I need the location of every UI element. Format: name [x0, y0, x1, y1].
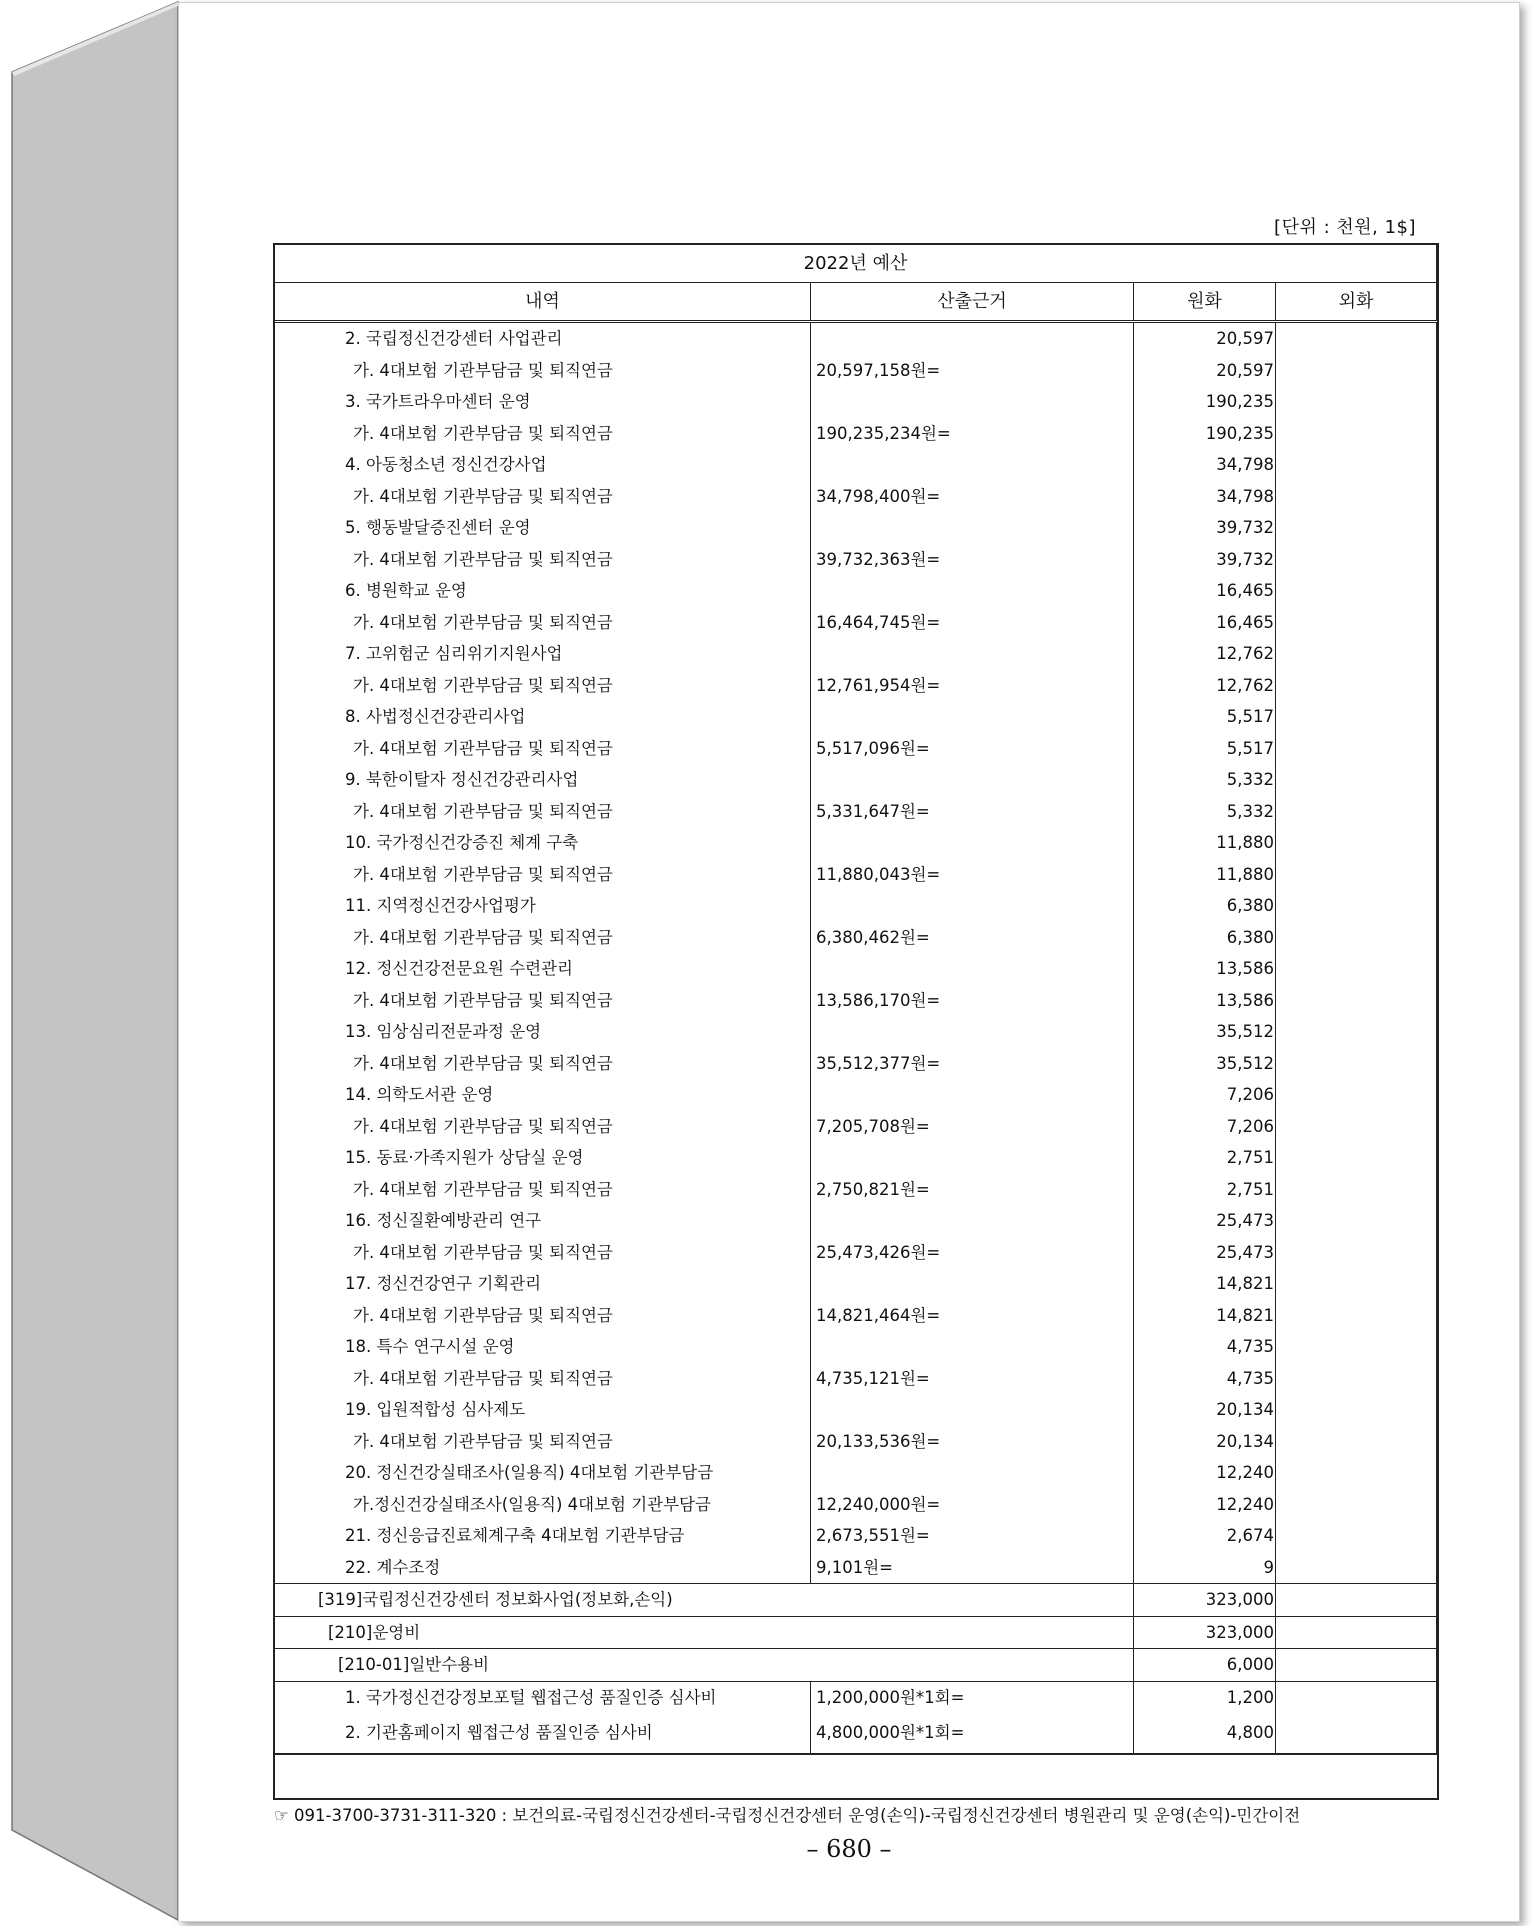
row-basis — [811, 1205, 1134, 1237]
row-label: 2. 국립정신건강센터 사업관리 — [275, 322, 811, 355]
row-basis: 6,380,462원= — [811, 922, 1134, 954]
row-foreign-amount — [1276, 449, 1437, 481]
table-item-row — [275, 386, 1437, 418]
row-krw-amount: 16,465 — [1134, 575, 1276, 607]
row-label: 가. 4대보험 기관부담금 및 퇴직연금 — [275, 607, 811, 639]
table-subitem-row — [275, 733, 1437, 765]
row-label: 8. 사법정신건강관리사업 — [275, 701, 811, 733]
row-foreign-amount — [1276, 1079, 1437, 1111]
table-subitem-row — [275, 607, 1437, 639]
row-basis: 4,735,121원= — [811, 1363, 1134, 1395]
table-subitem-row — [275, 481, 1437, 513]
row-label: 10. 국가정신건강증진 체계 구축 — [275, 827, 811, 859]
row-foreign-amount — [1276, 1300, 1437, 1332]
row-foreign-amount — [1276, 607, 1437, 639]
row-basis: 39,732,363원= — [811, 544, 1134, 576]
col-header-krw: 원화 — [1134, 283, 1276, 322]
row-basis — [811, 1457, 1134, 1489]
row-basis: 12,240,000원= — [811, 1489, 1134, 1521]
table-item-row — [275, 890, 1437, 922]
row-label: 가. 4대보험 기관부담금 및 퇴직연금 — [275, 1048, 811, 1080]
table-subitem-row — [275, 1048, 1437, 1080]
row-basis: 1,200,000원*1회= — [811, 1681, 1134, 1713]
row-foreign-amount — [1276, 418, 1437, 450]
row-foreign-amount — [1276, 386, 1437, 418]
row-basis — [811, 1268, 1134, 1300]
table-subitem-row — [275, 1111, 1437, 1143]
table-item-row — [275, 1520, 1437, 1552]
row-label: 가. 4대보험 기관부담금 및 퇴직연금 — [275, 1111, 811, 1143]
row-foreign-amount — [1276, 1268, 1437, 1300]
row-krw-amount: 14,821 — [1134, 1300, 1276, 1332]
row-krw-amount: 25,473 — [1134, 1205, 1276, 1237]
table-item-row — [275, 1394, 1437, 1426]
row-krw-amount: 12,762 — [1134, 670, 1276, 702]
row-basis — [811, 449, 1134, 481]
row-label: 19. 입원적합성 심사제도 — [275, 1394, 811, 1426]
row-label: 가. 4대보험 기관부담금 및 퇴직연금 — [275, 1300, 811, 1332]
table-subitem-row — [275, 1300, 1437, 1332]
row-krw-amount: 13,586 — [1134, 953, 1276, 985]
row-basis — [811, 638, 1134, 670]
table-item-row — [275, 1016, 1437, 1048]
row-label: 4. 아동청소년 정신건강사업 — [275, 449, 811, 481]
row-label: 9. 북한이탈자 정신건강관리사업 — [275, 764, 811, 796]
row-basis — [811, 1079, 1134, 1111]
row-foreign-amount — [1276, 670, 1437, 702]
row-krw-amount: 34,798 — [1134, 449, 1276, 481]
row-krw-amount: 25,473 — [1134, 1237, 1276, 1269]
row-krw-amount: 20,597 — [1134, 355, 1276, 387]
col-header-basis: 산출근거 — [811, 283, 1134, 322]
table-item-row — [275, 1331, 1437, 1363]
row-basis: 190,235,234원= — [811, 418, 1134, 450]
row-label: 가. 4대보험 기관부담금 및 퇴직연금 — [275, 544, 811, 576]
row-foreign-amount — [1276, 1174, 1437, 1206]
row-foreign-amount — [1276, 1713, 1437, 1754]
row-foreign-amount — [1276, 922, 1437, 954]
row-foreign-amount — [1276, 1426, 1437, 1458]
row-foreign-amount — [1276, 575, 1437, 607]
row-krw-amount: 2,674 — [1134, 1520, 1276, 1552]
budget-table — [274, 244, 1437, 1755]
table-subitem-row — [275, 418, 1437, 450]
book-spine — [0, 0, 180, 1926]
row-basis: 25,473,426원= — [811, 1237, 1134, 1269]
row-krw-amount: 5,517 — [1134, 733, 1276, 765]
row-label: 가. 4대보험 기관부담금 및 퇴직연금 — [275, 796, 811, 828]
row-krw-amount: 11,880 — [1134, 859, 1276, 891]
category-krw-amount: 323,000 — [1134, 1616, 1276, 1649]
table-title: 2022년 예산 — [275, 245, 1437, 283]
row-foreign-amount — [1276, 764, 1437, 796]
row-basis — [811, 386, 1134, 418]
row-basis: 20,133,536원= — [811, 1426, 1134, 1458]
row-krw-amount: 12,762 — [1134, 638, 1276, 670]
row-krw-amount: 4,800 — [1134, 1713, 1276, 1754]
row-basis — [811, 701, 1134, 733]
row-krw-amount: 39,732 — [1134, 512, 1276, 544]
row-krw-amount: 2,751 — [1134, 1174, 1276, 1206]
row-label: 가. 4대보험 기관부담금 및 퇴직연금 — [275, 670, 811, 702]
table-item-row — [275, 1457, 1437, 1489]
row-basis — [811, 1142, 1134, 1174]
table-item-row — [275, 575, 1437, 607]
row-basis: 35,512,377원= — [811, 1048, 1134, 1080]
row-krw-amount: 190,235 — [1134, 386, 1276, 418]
row-krw-amount: 20,597 — [1134, 322, 1276, 355]
category-foreign-amount — [1276, 1649, 1437, 1682]
row-basis — [811, 827, 1134, 859]
row-label: 20. 정신건강실태조사(일용직) 4대보험 기관부담금 — [275, 1457, 811, 1489]
row-krw-amount: 20,134 — [1134, 1394, 1276, 1426]
row-krw-amount: 35,512 — [1134, 1048, 1276, 1080]
row-label: 16. 정신질환예방관리 연구 — [275, 1205, 811, 1237]
row-krw-amount: 4,735 — [1134, 1363, 1276, 1395]
category-krw-amount: 6,000 — [1134, 1649, 1276, 1682]
table-title-row — [275, 245, 1437, 283]
row-krw-amount: 2,751 — [1134, 1142, 1276, 1174]
row-foreign-amount — [1276, 1681, 1437, 1713]
table-item-row — [275, 953, 1437, 985]
row-label: 21. 정신응급진료체계구축 4대보험 기관부담금 — [275, 1520, 811, 1552]
row-krw-amount: 39,732 — [1134, 544, 1276, 576]
row-basis: 20,597,158원= — [811, 355, 1134, 387]
row-label: 가.정신건강실태조사(일용직) 4대보험 기관부담금 — [275, 1489, 811, 1521]
row-foreign-amount — [1276, 322, 1437, 355]
row-label: 18. 특수 연구시설 운영 — [275, 1331, 811, 1363]
category-row-c210 — [275, 1616, 1437, 1649]
row-foreign-amount — [1276, 355, 1437, 387]
row-basis — [811, 1016, 1134, 1048]
row-basis: 2,673,551원= — [811, 1520, 1134, 1552]
row-label: 가. 4대보험 기관부담금 및 퇴직연금 — [275, 1426, 811, 1458]
row-basis: 12,761,954원= — [811, 670, 1134, 702]
row-krw-amount: 34,798 — [1134, 481, 1276, 513]
row-foreign-amount — [1276, 1363, 1437, 1395]
row-basis: 7,205,708원= — [811, 1111, 1134, 1143]
row-basis: 11,880,043원= — [811, 859, 1134, 891]
row-foreign-amount — [1276, 544, 1437, 576]
row-label: 14. 의학도서관 운영 — [275, 1079, 811, 1111]
row-basis: 5,331,647원= — [811, 796, 1134, 828]
row-foreign-amount — [1276, 1552, 1437, 1584]
table-subitem-row — [275, 922, 1437, 954]
row-basis — [811, 764, 1134, 796]
row-basis — [811, 1331, 1134, 1363]
row-label: 가. 4대보험 기관부담금 및 퇴직연금 — [275, 355, 811, 387]
row-krw-amount: 9 — [1134, 1552, 1276, 1584]
table-item-row — [275, 1552, 1437, 1584]
row-basis — [811, 953, 1134, 985]
table-subitem-row — [275, 1363, 1437, 1395]
row-label: 가. 4대보험 기관부담금 및 퇴직연금 — [275, 1237, 811, 1269]
page-number: – 680 – — [806, 1835, 892, 1863]
table-item-row — [275, 638, 1437, 670]
row-foreign-amount — [1276, 701, 1437, 733]
table-item-row — [275, 701, 1437, 733]
table-item-row — [275, 1205, 1437, 1237]
table-item-row — [275, 1681, 1437, 1713]
category-krw-amount: 323,000 — [1134, 1584, 1276, 1617]
row-foreign-amount — [1276, 985, 1437, 1017]
row-basis: 16,464,745원= — [811, 607, 1134, 639]
row-krw-amount: 7,206 — [1134, 1079, 1276, 1111]
row-label: 3. 국가트라우마센터 운영 — [275, 386, 811, 418]
category-label: [210]운영비 — [275, 1616, 1134, 1649]
account-code-footnote: ☞ 091-3700-3731-311-320 : 보건의료-국립정신건강센터-국립정신건강센터 운영(손익)-국립정신건강센터 병원관리 및 운영(손익)-민간이전 — [274, 1806, 1301, 1825]
row-foreign-amount — [1276, 890, 1437, 922]
category-label: [210-01]일반수용비 — [275, 1649, 1134, 1682]
row-krw-amount: 6,380 — [1134, 922, 1276, 954]
table-subitem-row — [275, 544, 1437, 576]
row-basis: 2,750,821원= — [811, 1174, 1134, 1206]
row-label: 7. 고위험군 심리위기지원사업 — [275, 638, 811, 670]
row-krw-amount: 13,586 — [1134, 985, 1276, 1017]
category-row-c319 — [275, 1584, 1437, 1617]
category-row-c21001 — [275, 1649, 1437, 1682]
row-foreign-amount — [1276, 953, 1437, 985]
row-krw-amount: 5,517 — [1134, 701, 1276, 733]
row-krw-amount: 4,735 — [1134, 1331, 1276, 1363]
row-label: 22. 계수조정 — [275, 1552, 811, 1584]
row-basis: 14,821,464원= — [811, 1300, 1134, 1332]
table-subitem-row — [275, 796, 1437, 828]
row-foreign-amount — [1276, 1111, 1437, 1143]
row-basis — [811, 512, 1134, 544]
row-foreign-amount — [1276, 1520, 1437, 1552]
row-basis: 13,586,170원= — [811, 985, 1134, 1017]
row-krw-amount: 35,512 — [1134, 1016, 1276, 1048]
table-subitem-row — [275, 1237, 1437, 1269]
row-foreign-amount — [1276, 481, 1437, 513]
row-krw-amount: 16,465 — [1134, 607, 1276, 639]
row-basis: 4,800,000원*1회= — [811, 1713, 1134, 1754]
row-label: 6. 병원학교 운영 — [275, 575, 811, 607]
category-label: [319]국립정신건강센터 정보화사업(정보화,손익) — [275, 1584, 1134, 1617]
table-item-row — [275, 1268, 1437, 1300]
row-foreign-amount — [1276, 1331, 1437, 1363]
row-foreign-amount — [1276, 1048, 1437, 1080]
row-foreign-amount — [1276, 1142, 1437, 1174]
table-item-row — [275, 764, 1437, 796]
row-label: 가. 4대보험 기관부담금 및 퇴직연금 — [275, 922, 811, 954]
table-subitem-row — [275, 1426, 1437, 1458]
row-basis — [811, 575, 1134, 607]
row-krw-amount: 12,240 — [1134, 1489, 1276, 1521]
row-label: 17. 정신건강연구 기획관리 — [275, 1268, 811, 1300]
row-krw-amount: 7,206 — [1134, 1111, 1276, 1143]
row-label: 가. 4대보험 기관부담금 및 퇴직연금 — [275, 481, 811, 513]
row-label: 가. 4대보험 기관부담금 및 퇴직연금 — [275, 985, 811, 1017]
row-label: 가. 4대보험 기관부담금 및 퇴직연금 — [275, 859, 811, 891]
row-label: 1. 국가정신건강정보포털 웹접근성 품질인증 심사비 — [275, 1681, 811, 1713]
table-item-row — [275, 322, 1437, 355]
table-subitem-row — [275, 859, 1437, 891]
row-basis — [811, 890, 1134, 922]
row-foreign-amount — [1276, 1205, 1437, 1237]
row-foreign-amount — [1276, 1237, 1437, 1269]
row-label: 15. 동료·가족지원가 상담실 운영 — [275, 1142, 811, 1174]
row-foreign-amount — [1276, 1489, 1437, 1521]
table-item-row — [275, 512, 1437, 544]
row-krw-amount: 1,200 — [1134, 1681, 1276, 1713]
row-basis — [811, 1394, 1134, 1426]
category-foreign-amount — [1276, 1616, 1437, 1649]
row-label: 2. 기관홈페이지 웹접근성 품질인증 심사비 — [275, 1713, 811, 1754]
row-krw-amount: 11,880 — [1134, 827, 1276, 859]
table-item-row — [275, 1142, 1437, 1174]
row-label: 가. 4대보험 기관부담금 및 퇴직연금 — [275, 733, 811, 765]
row-krw-amount: 190,235 — [1134, 418, 1276, 450]
row-foreign-amount — [1276, 1394, 1437, 1426]
row-krw-amount: 12,240 — [1134, 1457, 1276, 1489]
row-label: 가. 4대보험 기관부담금 및 퇴직연금 — [275, 1174, 811, 1206]
table-subitem-row — [275, 985, 1437, 1017]
category-foreign-amount — [1276, 1584, 1437, 1617]
row-foreign-amount — [1276, 512, 1437, 544]
row-foreign-amount — [1276, 796, 1437, 828]
row-foreign-amount — [1276, 859, 1437, 891]
row-label: 5. 행동발달증진센터 운영 — [275, 512, 811, 544]
row-basis: 9,101원= — [811, 1552, 1134, 1584]
row-basis: 5,517,096원= — [811, 733, 1134, 765]
table-item-row — [275, 1079, 1437, 1111]
row-label: 12. 정신건강전문요원 수련관리 — [275, 953, 811, 985]
unit-label: [단위 : 천원, 1$] — [1274, 217, 1416, 238]
row-foreign-amount — [1276, 638, 1437, 670]
row-label: 가. 4대보험 기관부담금 및 퇴직연금 — [275, 1363, 811, 1395]
row-krw-amount: 5,332 — [1134, 796, 1276, 828]
row-foreign-amount — [1276, 1016, 1437, 1048]
col-header-detail: 내역 — [275, 283, 811, 322]
row-label: 11. 지역정신건강사업평가 — [275, 890, 811, 922]
table-subitem-row — [275, 670, 1437, 702]
col-header-foreign: 외화 — [1276, 283, 1437, 322]
table-subitem-row — [275, 1489, 1437, 1521]
row-label: 가. 4대보험 기관부담금 및 퇴직연금 — [275, 418, 811, 450]
row-basis: 34,798,400원= — [811, 481, 1134, 513]
document-page — [178, 2, 1520, 1922]
row-krw-amount: 6,380 — [1134, 890, 1276, 922]
row-krw-amount: 5,332 — [1134, 764, 1276, 796]
row-foreign-amount — [1276, 1457, 1437, 1489]
table-subitem-row — [275, 355, 1437, 387]
row-basis — [811, 322, 1134, 355]
table-subitem-row — [275, 1174, 1437, 1206]
row-krw-amount: 14,821 — [1134, 1268, 1276, 1300]
table-item-row — [275, 449, 1437, 481]
table-item-row — [275, 1713, 1437, 1754]
row-foreign-amount — [1276, 827, 1437, 859]
row-foreign-amount — [1276, 733, 1437, 765]
table-item-row — [275, 827, 1437, 859]
column-header-row — [275, 283, 1437, 322]
row-label: 13. 임상심리전문과정 운영 — [275, 1016, 811, 1048]
row-krw-amount: 20,134 — [1134, 1426, 1276, 1458]
